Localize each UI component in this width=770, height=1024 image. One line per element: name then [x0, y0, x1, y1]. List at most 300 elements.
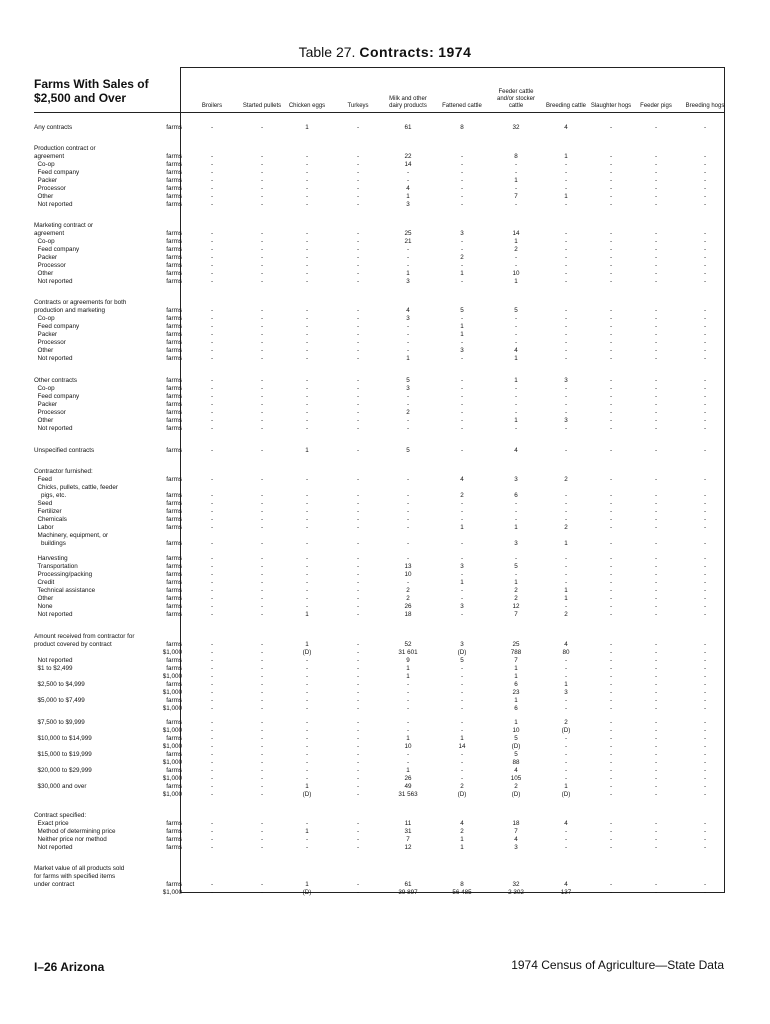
cell-milk: -: [406, 705, 410, 712]
cell-feeder_pigs: -: [654, 828, 658, 835]
cell-milk: -: [406, 516, 410, 523]
cell-breeding_cattle: -: [564, 323, 568, 330]
cell-feeder_pigs: -: [654, 657, 658, 664]
cell-pullets: -: [260, 124, 264, 131]
cell-feeder_cattle: -: [514, 425, 518, 432]
cell-feeder_pigs: -: [654, 193, 658, 200]
cell-pullets: -: [260, 230, 264, 237]
cell-pullets: -: [260, 385, 264, 392]
row-label: Not reported: [34, 355, 73, 362]
column-header-milk: Milk and other dairy products: [389, 96, 427, 109]
cell-milk: -: [406, 508, 410, 515]
row-unit: farms: [166, 751, 182, 758]
cell-milk: 3: [406, 201, 410, 208]
row-label: Not reported: [34, 425, 73, 432]
cell-feeder_pigs: -: [654, 836, 658, 843]
row-unit: farms: [166, 681, 182, 688]
cell-pullets: -: [260, 516, 264, 523]
cell-fattened: -: [460, 595, 464, 602]
cell-broilers: -: [210, 727, 214, 734]
cell-breeding_hogs: -: [703, 492, 707, 499]
cell-slaughter: -: [609, 508, 613, 515]
cell-eggs: -: [305, 508, 309, 515]
cell-broilers: -: [210, 409, 214, 416]
cell-milk: 1: [406, 193, 410, 200]
row-unit: farms: [166, 836, 182, 843]
cell-feeder_cattle: 4: [514, 767, 518, 774]
cell-eggs: -: [305, 492, 309, 499]
row-unit: farms: [166, 641, 182, 648]
cell-turkeys: -: [356, 844, 360, 851]
cell-turkeys: -: [356, 563, 360, 570]
cell-slaughter: -: [609, 347, 613, 354]
cell-breeding_cattle: -: [564, 735, 568, 742]
cell-breeding_hogs: -: [703, 649, 707, 656]
cell-slaughter: -: [609, 254, 613, 261]
cell-fattened: 1: [460, 331, 464, 338]
cell-turkeys: -: [356, 603, 360, 610]
cell-broilers: -: [210, 603, 214, 610]
cell-breeding_cattle: -: [564, 185, 568, 192]
cell-milk: -: [406, 719, 410, 726]
cell-pullets: -: [260, 161, 264, 168]
cell-pullets: -: [260, 775, 264, 782]
cell-milk: -: [406, 524, 410, 531]
cell-breeding_hogs: -: [703, 611, 707, 618]
cell-broilers: -: [210, 417, 214, 424]
cell-breeding_cattle: -: [564, 339, 568, 346]
cell-turkeys: -: [356, 270, 360, 277]
cell-breeding_hogs: -: [703, 169, 707, 176]
cell-feeder_pigs: -: [654, 169, 658, 176]
cell-turkeys: -: [356, 649, 360, 656]
cell-pullets: -: [260, 820, 264, 827]
cell-milk: -: [406, 476, 410, 483]
cell-breeding_hogs: -: [703, 603, 707, 610]
cell-pullets: -: [260, 254, 264, 261]
cell-eggs: -: [305, 681, 309, 688]
row-unit: farms: [166, 563, 182, 570]
cell-breeding_cattle: 1: [564, 783, 568, 790]
row-label: Other: [34, 417, 54, 424]
cell-feeder_cattle: 1: [514, 579, 518, 586]
cell-feeder_pigs: -: [654, 555, 658, 562]
cell-feeder_cattle: -: [514, 331, 518, 338]
row-unit: farms: [166, 735, 182, 742]
cell-breeding_cattle: -: [564, 665, 568, 672]
cell-fattened: -: [460, 719, 464, 726]
cell-breeding_cattle: -: [564, 355, 568, 362]
cell-feeder_pigs: -: [654, 476, 658, 483]
row-unit: farms: [166, 447, 182, 454]
cell-breeding_cattle: -: [564, 315, 568, 322]
cell-pullets: -: [260, 377, 264, 384]
cell-feeder_pigs: -: [654, 409, 658, 416]
cell-milk: -: [406, 262, 410, 269]
cell-milk: 49: [404, 783, 412, 790]
cell-feeder_cattle: -: [514, 185, 518, 192]
cell-eggs: -: [305, 323, 309, 330]
cell-feeder_cattle: (D): [511, 743, 521, 750]
cell-fattened: -: [460, 153, 464, 160]
cell-broilers: -: [210, 697, 214, 704]
cell-feeder_cattle: 1: [514, 355, 518, 362]
cell-milk: -: [406, 254, 410, 261]
cell-broilers: -: [210, 339, 214, 346]
cell-pullets: -: [260, 681, 264, 688]
cell-breeding_cattle: 1: [564, 681, 568, 688]
cell-milk: 13: [404, 563, 412, 570]
cell-breeding_hogs: -: [703, 719, 707, 726]
cell-turkeys: -: [356, 881, 360, 888]
cell-eggs: -: [305, 425, 309, 432]
cell-eggs: 1: [305, 447, 309, 454]
cell-turkeys: -: [356, 409, 360, 416]
cell-broilers: -: [210, 315, 214, 322]
cell-broilers: -: [210, 587, 214, 594]
row-label: Exact price: [34, 820, 69, 827]
row-unit: farms: [166, 665, 182, 672]
cell-fattened: 14: [458, 743, 466, 750]
cell-feeder_pigs: -: [654, 571, 658, 578]
page-footer-left: I–26 Arizona: [34, 960, 105, 974]
cell-breeding_hogs: -: [703, 889, 707, 896]
cell-fattened: 3: [460, 347, 464, 354]
cell-fattened: 2: [460, 492, 464, 499]
row-unit: farms: [166, 555, 182, 562]
cell-eggs: -: [305, 193, 309, 200]
cell-turkeys: -: [356, 820, 360, 827]
row-unit: farms: [166, 393, 182, 400]
row-unit: $1,000: [162, 775, 182, 782]
table-row: [34, 610, 724, 619]
cell-feeder_pigs: -: [654, 783, 658, 790]
cell-fattened: -: [460, 425, 464, 432]
row-label: Packer: [34, 331, 58, 338]
cell-fattened: 2: [460, 783, 464, 790]
cell-feeder_cattle: -: [514, 254, 518, 261]
cell-feeder_pigs: -: [654, 492, 658, 499]
cell-milk: -: [406, 339, 410, 346]
cell-breeding_hogs: -: [703, 791, 707, 798]
cell-fattened: -: [460, 681, 464, 688]
cell-eggs: -: [305, 177, 309, 184]
cell-slaughter: -: [609, 828, 613, 835]
cell-breeding_hogs: -: [703, 230, 707, 237]
cell-breeding_cattle: 2: [564, 719, 568, 726]
cell-slaughter: -: [609, 836, 613, 843]
cell-breeding_cattle: -: [564, 767, 568, 774]
cell-eggs: -: [305, 307, 309, 314]
cell-feeder_pigs: -: [654, 681, 658, 688]
cell-fattened: -: [460, 385, 464, 392]
cell-pullets: -: [260, 689, 264, 696]
cell-pullets: -: [260, 476, 264, 483]
row-unit: $1,000: [162, 889, 182, 896]
cell-pullets: -: [260, 417, 264, 424]
page-footer-right: 1974 Census of Agriculture—State Data: [511, 958, 724, 972]
cell-milk: 1: [406, 735, 410, 742]
cell-slaughter: -: [609, 447, 613, 454]
row-label: Feed company: [34, 169, 80, 176]
cell-slaughter: -: [609, 595, 613, 602]
cell-slaughter: -: [609, 307, 613, 314]
cell-feeder_pigs: -: [654, 595, 658, 602]
cell-turkeys: -: [356, 476, 360, 483]
cell-slaughter: -: [609, 705, 613, 712]
cell-pullets: -: [260, 603, 264, 610]
cell-feeder_cattle: 5: [514, 735, 518, 742]
table-year: 1974: [438, 44, 472, 60]
cell-slaughter: -: [609, 278, 613, 285]
cell-turkeys: -: [356, 571, 360, 578]
cell-slaughter: -: [609, 524, 613, 531]
cell-turkeys: -: [356, 393, 360, 400]
cell-feeder_cattle: 23: [512, 689, 520, 696]
row-label: Unspecified contracts: [34, 447, 95, 454]
cell-milk: 22: [404, 153, 412, 160]
cell-breeding_hogs: -: [703, 393, 707, 400]
cell-slaughter: -: [609, 153, 613, 160]
cell-feeder_cattle: 2: [514, 246, 518, 253]
cell-feeder_cattle: 1: [514, 417, 518, 424]
cell-broilers: -: [210, 759, 214, 766]
cell-feeder_pigs: -: [654, 393, 658, 400]
cell-breeding_cattle: 4: [564, 820, 568, 827]
cell-breeding_cattle: 3: [564, 377, 568, 384]
row-unit: $1,000: [162, 649, 182, 656]
cell-milk: 39 897: [398, 889, 418, 896]
cell-breeding_hogs: -: [703, 315, 707, 322]
cell-slaughter: -: [609, 161, 613, 168]
cell-eggs: -: [305, 735, 309, 742]
row-unit: farms: [166, 238, 182, 245]
cell-feeder_cattle: 7: [514, 828, 518, 835]
column-header-fattened: Fattened cattle: [442, 103, 482, 109]
cell-turkeys: -: [356, 775, 360, 782]
cell-slaughter: -: [609, 401, 613, 408]
cell-eggs: -: [305, 409, 309, 416]
cell-turkeys: -: [356, 331, 360, 338]
table-row: [34, 354, 724, 363]
cell-feeder_cattle: 32: [512, 881, 520, 888]
cell-breeding_hogs: -: [703, 161, 707, 168]
cell-feeder_pigs: -: [654, 185, 658, 192]
row-label: Other: [34, 595, 54, 602]
cell-turkeys: -: [356, 278, 360, 285]
cell-pullets: -: [260, 727, 264, 734]
row-label: Technical assistance: [34, 587, 96, 594]
cell-turkeys: -: [356, 727, 360, 734]
cell-slaughter: -: [609, 603, 613, 610]
cell-fattened: -: [460, 767, 464, 774]
cell-breeding_cattle: -: [564, 278, 568, 285]
cell-fattened: -: [460, 555, 464, 562]
cell-slaughter: -: [609, 719, 613, 726]
cell-slaughter: -: [609, 169, 613, 176]
cell-eggs: 1: [305, 881, 309, 888]
cell-eggs: -: [305, 719, 309, 726]
row-label: Other: [34, 347, 54, 354]
cell-slaughter: -: [609, 230, 613, 237]
cell-broilers: -: [210, 347, 214, 354]
row-unit: farms: [166, 783, 182, 790]
cell-fattened: 3: [460, 603, 464, 610]
cell-breeding_cattle: -: [564, 836, 568, 843]
cell-feeder_cattle: -: [514, 201, 518, 208]
cell-feeder_cattle: 3: [514, 844, 518, 851]
cell-slaughter: -: [609, 767, 613, 774]
cell-feeder_cattle: 4: [514, 836, 518, 843]
cell-slaughter: -: [609, 665, 613, 672]
cell-fattened: -: [460, 447, 464, 454]
cell-broilers: -: [210, 889, 214, 896]
cell-breeding_hogs: -: [703, 689, 707, 696]
cell-eggs: -: [305, 516, 309, 523]
cell-fattened: (D): [457, 649, 467, 656]
cell-pullets: -: [260, 323, 264, 330]
cell-breeding_cattle: -: [564, 743, 568, 750]
cell-breeding_cattle: -: [564, 844, 568, 851]
cell-turkeys: -: [356, 355, 360, 362]
cell-fattened: -: [460, 409, 464, 416]
cell-fattened: 8: [460, 124, 464, 131]
table-row: [34, 790, 724, 799]
cell-pullets: -: [260, 246, 264, 253]
cell-feeder_pigs: -: [654, 587, 658, 594]
row-label: $20,000 to $29,999: [34, 767, 92, 774]
cell-turkeys: -: [356, 169, 360, 176]
cell-slaughter: -: [609, 339, 613, 346]
cell-milk: -: [406, 246, 410, 253]
cell-pullets: -: [260, 611, 264, 618]
cell-fattened: -: [460, 697, 464, 704]
cell-breeding_cattle: -: [564, 385, 568, 392]
cell-pullets: -: [260, 193, 264, 200]
cell-fattened: 1: [460, 270, 464, 277]
cell-broilers: -: [210, 161, 214, 168]
row-label: Not reported: [34, 844, 73, 851]
cell-pullets: -: [260, 719, 264, 726]
cell-broilers: -: [210, 689, 214, 696]
cell-pullets: -: [260, 563, 264, 570]
cell-fattened: -: [460, 727, 464, 734]
cell-turkeys: -: [356, 315, 360, 322]
cell-turkeys: -: [356, 508, 360, 515]
cell-breeding_hogs: -: [703, 409, 707, 416]
cell-broilers: -: [210, 377, 214, 384]
cell-feeder_pigs: -: [654, 278, 658, 285]
row-unit: farms: [166, 524, 182, 531]
cell-pullets: -: [260, 657, 264, 664]
cell-feeder_pigs: -: [654, 641, 658, 648]
cell-breeding_hogs: -: [703, 844, 707, 851]
cell-breeding_cattle: -: [564, 201, 568, 208]
cell-breeding_hogs: -: [703, 881, 707, 888]
cell-eggs: -: [305, 775, 309, 782]
cell-milk: 4: [406, 307, 410, 314]
cell-breeding_cattle: -: [564, 307, 568, 314]
cell-feeder_pigs: -: [654, 697, 658, 704]
cell-feeder_cattle: -: [514, 508, 518, 515]
cell-breeding_cattle: -: [564, 262, 568, 269]
cell-milk: 18: [404, 611, 412, 618]
cell-slaughter: -: [609, 246, 613, 253]
row-label: agreement: [34, 153, 65, 160]
row-unit: farms: [166, 425, 182, 432]
cell-pullets: -: [260, 767, 264, 774]
cell-slaughter: -: [609, 417, 613, 424]
cell-breeding_cattle: -: [564, 169, 568, 176]
cell-breeding_cattle: -: [564, 555, 568, 562]
cell-slaughter: -: [609, 193, 613, 200]
header-top-rule: [180, 67, 725, 68]
cell-pullets: -: [260, 177, 264, 184]
cell-breeding_hogs: -: [703, 697, 707, 704]
cell-slaughter: -: [609, 689, 613, 696]
cell-pullets: -: [260, 791, 264, 798]
cell-milk: 21: [404, 238, 412, 245]
cell-breeding_cattle: -: [564, 500, 568, 507]
cell-broilers: -: [210, 177, 214, 184]
cell-eggs: -: [305, 153, 309, 160]
cell-feeder_pigs: -: [654, 889, 658, 896]
cell-turkeys: -: [356, 447, 360, 454]
cell-turkeys: -: [356, 124, 360, 131]
cell-pullets: -: [260, 401, 264, 408]
cell-eggs: -: [305, 201, 309, 208]
cell-eggs: -: [305, 579, 309, 586]
cell-broilers: -: [210, 124, 214, 131]
cell-broilers: -: [210, 230, 214, 237]
cell-feeder_pigs: -: [654, 331, 658, 338]
cell-fattened: 2: [460, 828, 464, 835]
cell-broilers: -: [210, 254, 214, 261]
cell-turkeys: -: [356, 595, 360, 602]
cell-pullets: -: [260, 759, 264, 766]
row-label: Packer: [34, 254, 58, 261]
cell-breeding_hogs: -: [703, 783, 707, 790]
cell-eggs: -: [305, 185, 309, 192]
cell-pullets: -: [260, 169, 264, 176]
cell-turkeys: -: [356, 828, 360, 835]
cell-feeder_pigs: -: [654, 705, 658, 712]
cell-broilers: -: [210, 681, 214, 688]
cell-pullets: -: [260, 881, 264, 888]
cell-feeder_pigs: -: [654, 201, 658, 208]
cell-broilers: -: [210, 820, 214, 827]
cell-feeder_cattle: 1: [514, 524, 518, 531]
cell-milk: -: [406, 492, 410, 499]
row-unit: farms: [166, 595, 182, 602]
cell-milk: 12: [404, 844, 412, 851]
cell-eggs: 1: [305, 611, 309, 618]
cell-slaughter: -: [609, 783, 613, 790]
cell-feeder_pigs: -: [654, 401, 658, 408]
cell-breeding_cattle: 2: [564, 476, 568, 483]
cell-breeding_cattle: 1: [564, 540, 568, 547]
row-label: Feed company: [34, 246, 80, 253]
cell-eggs: -: [305, 476, 309, 483]
cell-milk: -: [406, 540, 410, 547]
row-unit: farms: [166, 611, 182, 618]
row-label: Transportation: [34, 563, 78, 570]
cell-eggs: -: [305, 278, 309, 285]
row-label: Chicks, pullets, cattle, feeder: [34, 484, 118, 491]
cell-feeder_pigs: -: [654, 417, 658, 424]
row-unit: farms: [166, 516, 182, 523]
row-label: Marketing contract or: [34, 222, 94, 229]
